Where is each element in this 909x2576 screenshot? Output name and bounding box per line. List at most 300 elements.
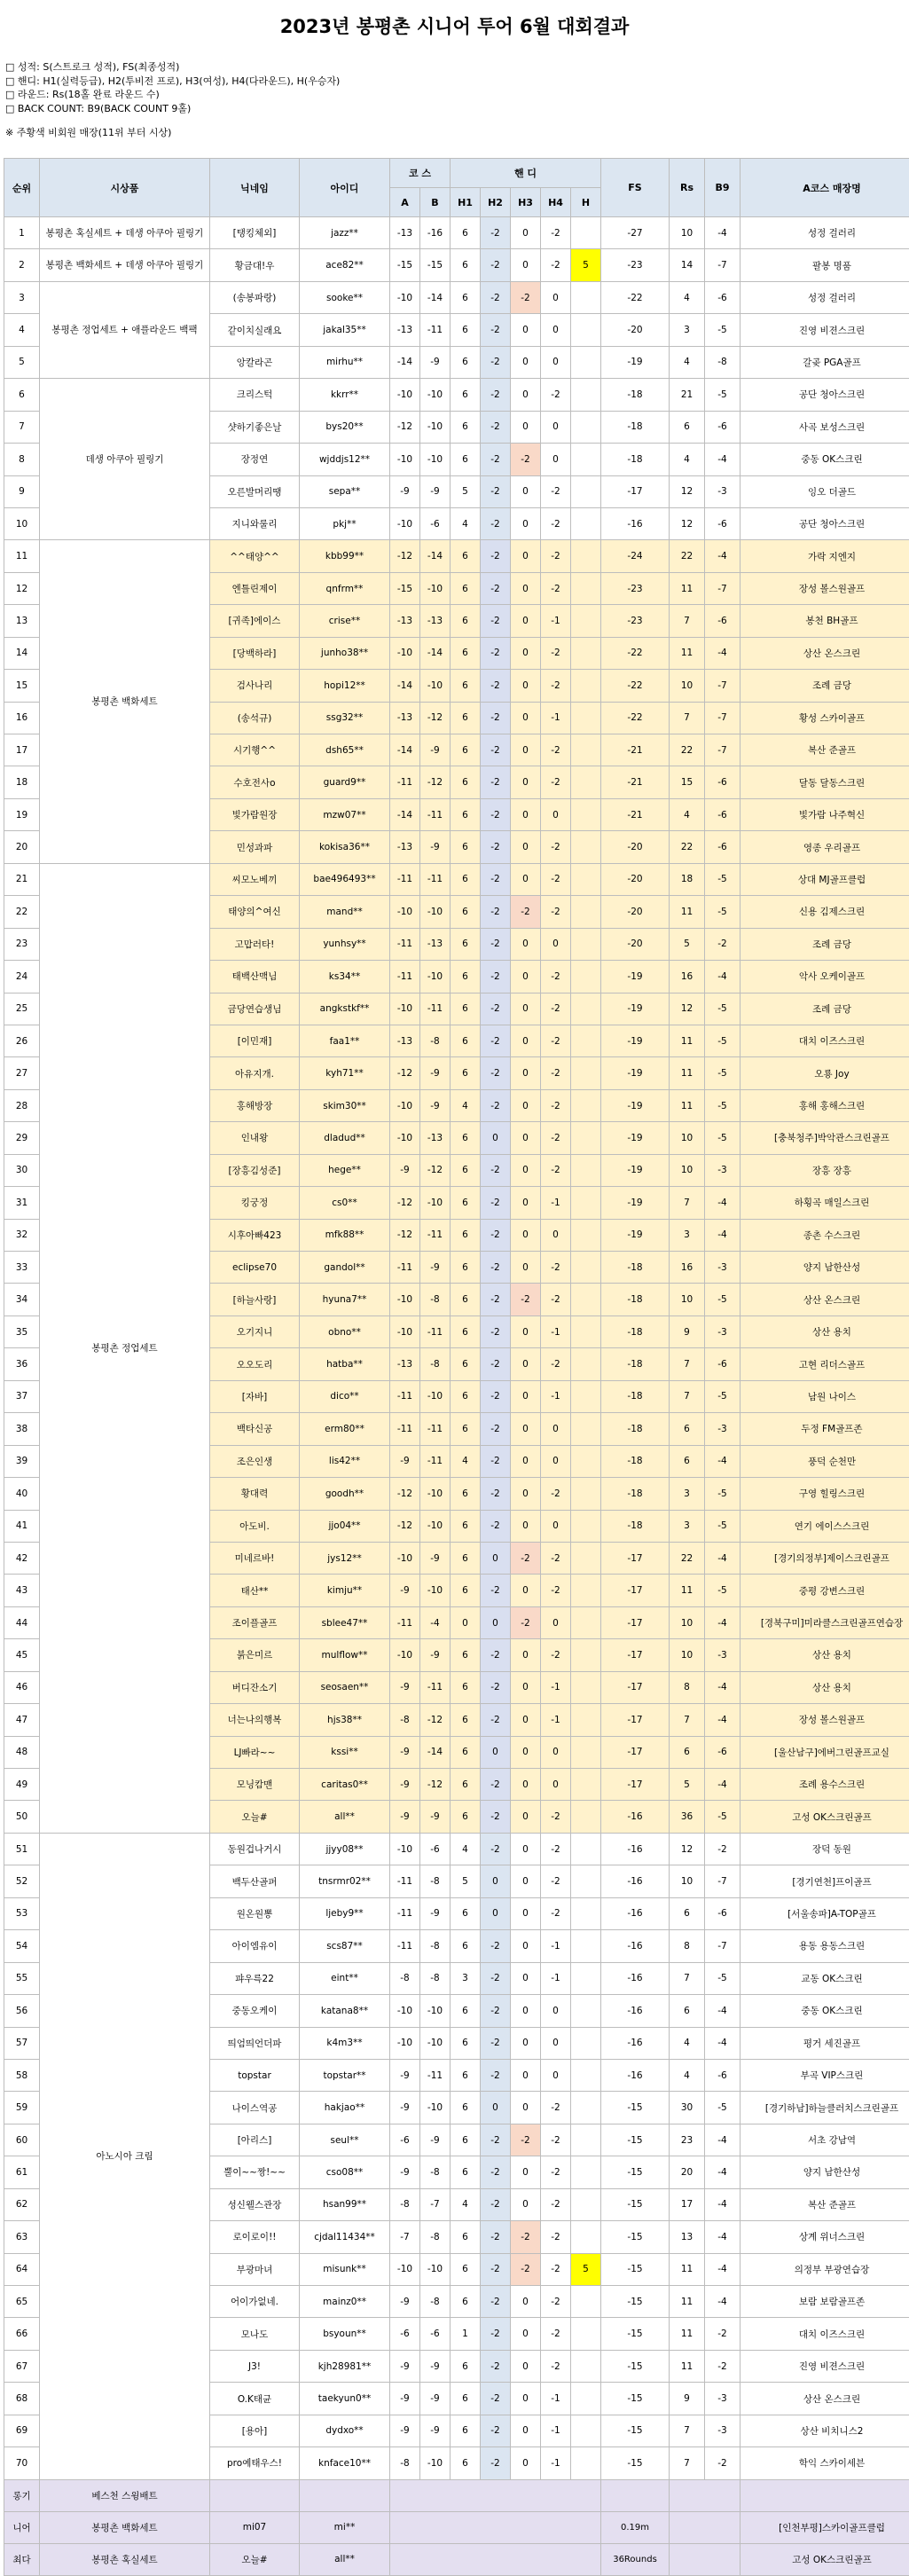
cell-store: 성정 걸러리 [741,281,909,313]
cell-nickname: 오늘# [210,1801,300,1833]
cell-course-a: -12 [390,1478,420,1510]
cell-nickname: 조은인생 [210,1445,300,1477]
cell-nickname: 샷하기좋은날 [210,411,300,443]
cell-store: 진영 비젼스크린 [741,2350,909,2382]
cell-h3: 0 [511,507,541,539]
cell-id: yunhsy** [300,928,390,960]
cell-rs: 6 [670,1897,705,1929]
cell-h3: 0 [511,1865,541,1897]
cell-store: 상산 온스크린 [741,1284,909,1315]
cell-fs: -17 [601,1639,670,1671]
cell-h1: 6 [451,928,481,960]
cell-b9: -7 [705,670,741,702]
cell-nickname: [자바] [210,1380,300,1412]
cell-h4: -2 [541,2188,571,2220]
cell-course-a: -10 [390,1542,420,1574]
cell-course-a: -10 [390,1089,420,1121]
cell-h2: 0 [481,1736,511,1768]
cell-h [571,1962,601,1994]
cell-h2: -2 [481,444,511,475]
cell-b9: -5 [705,2092,741,2124]
cell-h [571,2156,601,2188]
cell-course-a: -15 [390,572,420,604]
cell-rank: 2 [4,249,40,281]
cell-nickname: 인내왕 [210,1122,300,1154]
cell-h2: -2 [481,1284,511,1315]
footer-blank [670,2479,741,2511]
cell-h3: 0 [511,1025,541,1056]
cell-course-b: -10 [420,2447,451,2479]
cell-nickname: 황대력 [210,1478,300,1510]
cell-h [571,798,601,830]
cell-b9: -5 [705,379,741,411]
cell-course-a: -13 [390,831,420,863]
cell-rank: 14 [4,637,40,669]
footer-store: [인천부평]스카이골프클럽 [741,2511,909,2543]
table-row [4,249,909,281]
cell-rs: 11 [670,2253,705,2285]
footer-prize: 봉평촌 백화세트 [40,2511,210,2543]
cell-h [571,379,601,411]
cell-h [571,1930,601,1962]
cell-h1: 6 [451,1122,481,1154]
cell-rs: 22 [670,1542,705,1574]
cell-h [571,2350,601,2382]
cell-h2: -2 [481,637,511,669]
cell-b9: -4 [705,2221,741,2253]
cell-h1: 0 [451,1606,481,1638]
cell-fs: -15 [601,2092,670,2124]
cell-store: [경기연천]프이골프 [741,1865,909,1897]
cell-h3: 0 [511,1315,541,1347]
cell-h [571,475,601,507]
cell-h3: -2 [511,2124,541,2156]
cell-h2: 0 [481,1865,511,1897]
cell-h1: 6 [451,863,481,895]
results-body [4,217,909,2480]
cell-fs: -21 [601,766,670,798]
cell-h3: 0 [511,798,541,830]
cell-rs: 11 [670,2318,705,2350]
cell-h [571,1897,601,1929]
cell-course-a: -9 [390,1769,420,1801]
cell-course-b: -9 [420,2124,451,2156]
cell-h [571,1219,601,1251]
cell-h3: 0 [511,249,541,281]
cell-course-a: -8 [390,1704,420,1736]
cell-h [571,346,601,378]
cell-h4: 0 [541,411,571,443]
cell-h [571,2221,601,2253]
cell-prize: 데생 아쿠아 필링기 [40,379,210,540]
cell-course-b: -7 [420,2188,451,2220]
cell-id: kssi** [300,1736,390,1768]
cell-course-a: -10 [390,281,420,313]
cell-store: 홍해 홍해스크린 [741,1089,909,1121]
cell-rank: 20 [4,831,40,863]
cell-store: [서울송파]A-TOP골프 [741,1897,909,1929]
cell-h3: 0 [511,961,541,993]
cell-h3: 0 [511,1833,541,1865]
cell-rank: 68 [4,2383,40,2415]
cell-course-b: -12 [420,766,451,798]
cell-h2: -2 [481,1413,511,1445]
cell-nickname: 시후아빠423 [210,1219,300,1251]
cell-store: 장흥 장흥 [741,1154,909,1186]
cell-rank: 7 [4,411,40,443]
cell-h [571,993,601,1025]
cell-id: mand** [300,896,390,928]
cell-id: angkstkf** [300,993,390,1025]
cell-rs: 7 [670,1704,705,1736]
cell-h1: 6 [451,896,481,928]
cell-h2: -2 [481,2188,511,2220]
cell-fs: -16 [601,1833,670,1865]
cell-h3: 0 [511,863,541,895]
footer-id [300,2479,390,2511]
cell-rank: 13 [4,605,40,637]
cell-rs: 6 [670,1445,705,1477]
legend-line: □ 라운드: Rs(18홀 완료 라운드 수) [5,88,340,102]
cell-nickname: 모나도 [210,2318,300,2350]
cell-fs: -17 [601,1704,670,1736]
cell-b9: -2 [705,2350,741,2382]
cell-h [571,507,601,539]
cell-id: mfk88** [300,1219,390,1251]
cell-b9: -3 [705,2415,741,2446]
cell-h1: 6 [451,1284,481,1315]
cell-store: 달동 달동스크린 [741,766,909,798]
cell-h [571,2059,601,2091]
cell-h2: -2 [481,314,511,346]
cell-h2: -2 [481,670,511,702]
cell-rank: 69 [4,2415,40,2446]
cell-id: hyuna7** [300,1284,390,1315]
cell-h [571,1252,601,1284]
cell-store: 조례 금당 [741,670,909,702]
cell-rank: 35 [4,1315,40,1347]
cell-h3: 0 [511,637,541,669]
cell-rs: 9 [670,2383,705,2415]
cell-id: jys12** [300,1542,390,1574]
cell-store: 가락 지엔지 [741,540,909,572]
cell-h4: -2 [541,1284,571,1315]
cell-course-b: -11 [420,2059,451,2091]
cell-h4: -2 [541,1865,571,1897]
cell-h1: 6 [451,1639,481,1671]
cell-course-a: -11 [390,1252,420,1284]
cell-store: 평거 세진골프 [741,2027,909,2059]
cell-rank: 70 [4,2447,40,2479]
cell-h [571,1510,601,1542]
cell-h2: -2 [481,379,511,411]
cell-course-a: -9 [390,1575,420,1606]
cell-nickname: 킹궁정 [210,1187,300,1219]
cell-h [571,1348,601,1380]
cell-fs: -16 [601,1995,670,2027]
legend-line: □ 성적: S(스트로크 성적), FS(최종성적) [5,60,340,75]
cell-h4: 0 [541,281,571,313]
cell-h2: -2 [481,1833,511,1865]
cell-rank: 25 [4,993,40,1025]
cell-course-a: -14 [390,346,420,378]
cell-fs: -20 [601,896,670,928]
cell-rs: 16 [670,961,705,993]
cell-fs: -23 [601,605,670,637]
cell-h3: 0 [511,1801,541,1833]
cell-rank: 41 [4,1510,40,1542]
cell-h1: 4 [451,2188,481,2220]
cell-rank: 10 [4,507,40,539]
cell-nickname: 붉은미르 [210,1639,300,1671]
cell-h4: -1 [541,1187,571,1219]
cell-nickname: 씨모노베끼 [210,863,300,895]
cell-b9: -4 [705,637,741,669]
cell-nickname: 성신웰스관장 [210,2188,300,2220]
cell-rs: 4 [670,2027,705,2059]
cell-nickname: 태양의^여신 [210,896,300,928]
cell-rank: 44 [4,1606,40,1638]
cell-rs: 6 [670,1413,705,1445]
cell-id: scs87** [300,1930,390,1962]
cell-nickname: 조이플골프 [210,1606,300,1638]
cell-h1: 6 [451,1769,481,1801]
cell-store: 오룡 Joy [741,1057,909,1089]
cell-course-b: -10 [420,961,451,993]
cell-course-a: -15 [390,249,420,281]
cell-id: kokisa36** [300,831,390,863]
header-h2: H2 [481,188,511,217]
cell-id: hsan99** [300,2188,390,2220]
cell-h [571,2318,601,2350]
cell-course-b: -6 [420,507,451,539]
cell-course-b: -8 [420,2156,451,2188]
cell-h4: -2 [541,1154,571,1186]
cell-id: ljeby9** [300,1897,390,1929]
cell-h1: 6 [451,540,481,572]
cell-h2: -2 [481,540,511,572]
cell-h3: 0 [511,702,541,734]
cell-course-b: -10 [420,670,451,702]
legend-line: □ BACK COUNT: B9(BACK COUNT 9홀) [5,102,340,116]
cell-h [571,1833,601,1865]
cell-course-a: -10 [390,993,420,1025]
cell-nickname: [이민재] [210,1025,300,1056]
cell-fs: -21 [601,798,670,830]
cell-course-b: -10 [420,2253,451,2285]
cell-rs: 11 [670,2286,705,2318]
cell-nickname: 뿔이~~짱!~~ [210,2156,300,2188]
cell-course-b: -6 [420,1833,451,1865]
cell-h2: -2 [481,249,511,281]
cell-rs: 10 [670,217,705,249]
cell-fs: -22 [601,281,670,313]
cell-h4: -1 [541,2383,571,2415]
cell-h2: 0 [481,2092,511,2124]
cell-h3: 0 [511,2383,541,2415]
cell-b9: -6 [705,1736,741,1768]
cell-h4: -1 [541,2415,571,2446]
cell-h [571,2188,601,2220]
cell-rs: 4 [670,281,705,313]
header-fs: FS [601,159,670,217]
cell-fs: -22 [601,702,670,734]
cell-id: hatba** [300,1348,390,1380]
cell-rank: 46 [4,1671,40,1703]
cell-rs: 10 [670,1606,705,1638]
cell-course-b: -8 [420,1930,451,1962]
cell-h2: -2 [481,1219,511,1251]
cell-rs: 13 [670,2221,705,2253]
cell-h3: 0 [511,2447,541,2479]
cell-h2: -2 [481,1801,511,1833]
cell-b9: -7 [705,249,741,281]
cell-h1: 6 [451,1478,481,1510]
cell-course-a: -11 [390,961,420,993]
cell-rs: 4 [670,2059,705,2091]
cell-h3: 0 [511,2188,541,2220]
cell-rs: 30 [670,2092,705,2124]
cell-h2: -2 [481,2415,511,2446]
cell-h1: 6 [451,1930,481,1962]
cell-course-a: -10 [390,2027,420,2059]
cell-rank: 1 [4,217,40,249]
cell-h3: 0 [511,1057,541,1089]
cell-h [571,1089,601,1121]
cell-nickname: 금당연습생님 [210,993,300,1025]
cell-h1: 6 [451,1542,481,1574]
results-table [4,158,909,2576]
cell-store: 진영 비젼스크린 [741,314,909,346]
cell-rs: 20 [670,2156,705,2188]
cell-rank: 66 [4,2318,40,2350]
header-h3: H3 [511,188,541,217]
cell-h2: -2 [481,798,511,830]
cell-h [571,1769,601,1801]
footer-id: all** [300,2543,390,2575]
cell-id: mirhu** [300,346,390,378]
cell-h1: 6 [451,1187,481,1219]
cell-rs: 8 [670,1930,705,1962]
cell-h [571,2415,601,2446]
cell-course-b: -16 [420,217,451,249]
footer-nickname: 오늘# [210,2543,300,2575]
cell-course-b: -11 [420,1219,451,1251]
cell-h1: 6 [451,411,481,443]
cell-course-b: -10 [420,1575,451,1606]
cell-b9: -5 [705,1962,741,1994]
cell-b9: -3 [705,1252,741,1284]
cell-course-a: -9 [390,1736,420,1768]
cell-b9: -4 [705,1445,741,1477]
cell-course-a: -11 [390,863,420,895]
cell-rs: 11 [670,1575,705,1606]
cell-store: [경기의정부]제이스크린골프 [741,1542,909,1574]
cell-h2: 0 [481,1122,511,1154]
cell-course-b: -9 [420,1801,451,1833]
cell-h1: 1 [451,2318,481,2350]
cell-h1: 6 [451,1315,481,1347]
cell-h [571,2286,601,2318]
cell-h2: -2 [481,2318,511,2350]
cell-b9: -3 [705,475,741,507]
cell-h3: 0 [511,605,541,637]
cell-h4: -2 [541,1833,571,1865]
cell-course-a: -10 [390,507,420,539]
cell-course-a: -9 [390,2059,420,2091]
cell-course-b: -9 [420,831,451,863]
cell-h4: -2 [541,1478,571,1510]
cell-course-a: -14 [390,798,420,830]
cell-h3: 0 [511,1187,541,1219]
cell-store: 상산 온스크린 [741,637,909,669]
cell-h4: 0 [541,1736,571,1768]
cell-h4: -1 [541,1315,571,1347]
cell-h1: 6 [451,2253,481,2285]
cell-h [571,1413,601,1445]
cell-id: kkrr** [300,379,390,411]
cell-rs: 6 [670,1995,705,2027]
cell-h [571,1445,601,1477]
cell-b9: -6 [705,605,741,637]
cell-h3: 0 [511,1510,541,1542]
cell-course-a: -13 [390,1025,420,1056]
cell-b9: -5 [705,1801,741,1833]
cell-rank: 42 [4,1542,40,1574]
cell-nickname: 오기지니 [210,1315,300,1347]
cell-h2: -2 [481,1445,511,1477]
cell-h2: -2 [481,1995,511,2027]
cell-h4: -1 [541,1671,571,1703]
cell-course-a: -10 [390,2253,420,2285]
cell-h4: -2 [541,2092,571,2124]
cell-h2: -2 [481,475,511,507]
cell-h4: -2 [541,1542,571,1574]
cell-fs: -17 [601,1542,670,1574]
cell-h3: 0 [511,1962,541,1994]
cell-h [571,1995,601,2027]
cell-fs: -19 [601,1122,670,1154]
cell-rank: 58 [4,2059,40,2091]
cell-course-a: -8 [390,1962,420,1994]
cell-id: sepa** [300,475,390,507]
cell-b9: -5 [705,1057,741,1089]
cell-nickname: 아도비. [210,1510,300,1542]
cell-rank: 34 [4,1284,40,1315]
cell-course-b: -10 [420,1187,451,1219]
cell-course-a: -14 [390,670,420,702]
cell-h1: 6 [451,2027,481,2059]
cell-store: 고성 OK스크린골프 [741,1801,909,1833]
cell-course-b: -10 [420,411,451,443]
cell-course-b: -9 [420,2350,451,2382]
cell-rank: 36 [4,1348,40,1380]
cell-h2: -2 [481,1575,511,1606]
cell-id: dladud** [300,1122,390,1154]
cell-rank: 62 [4,2188,40,2220]
cell-h1: 6 [451,217,481,249]
cell-h [571,1606,601,1638]
cell-course-a: -9 [390,1801,420,1833]
cell-h2: -2 [481,281,511,313]
header-b: B [420,188,451,217]
cell-h2: -2 [481,702,511,734]
cell-store: 봉천 BH골프 [741,605,909,637]
cell-h3: -2 [511,1284,541,1315]
cell-h1: 6 [451,1510,481,1542]
cell-nickname: [하늘사랑] [210,1284,300,1315]
cell-fs: -20 [601,928,670,960]
